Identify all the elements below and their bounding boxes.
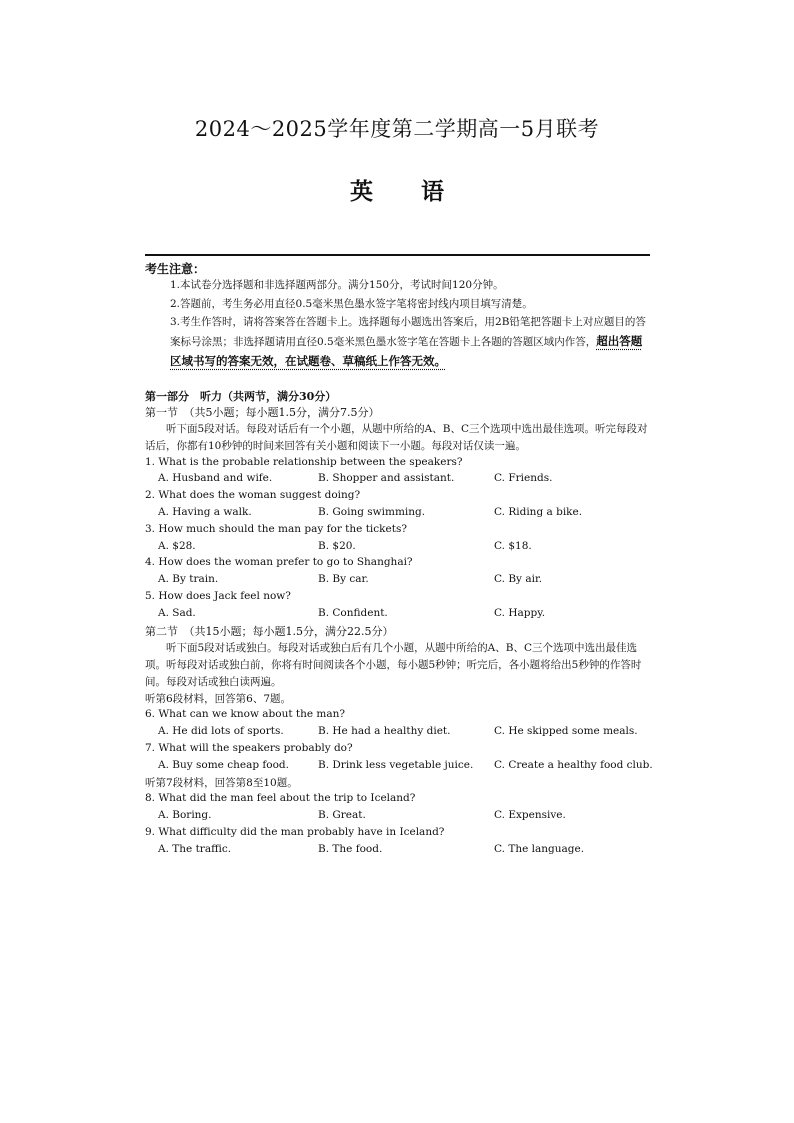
question-8-option-a: A. Boring.	[158, 809, 212, 821]
material-6-note: 听第6段材料，回答第6、7题。	[145, 693, 292, 705]
question-2: 2. What does the woman suggest doing?	[145, 489, 361, 501]
question-6-option-b: B. He had a healthy diet.	[318, 725, 451, 737]
question-1: 1. What is the probable relationship between the speakers?	[145, 456, 463, 468]
question-4-option-a: A. By train.	[158, 573, 219, 585]
subject-char-1: 英	[350, 178, 373, 205]
question-5-option-a: A. Sad.	[158, 607, 196, 619]
question-4-option-b: B. By car.	[318, 573, 369, 585]
section2-instructions: 听下面5段对话或独白。每段对话或独白后有几个小题，从题中所给的A、B、C三个选项中选出最佳选项。听每段对话或独白前，你将有时间阅读各个小题，每小题5秒钟；听完后，各小题将给出5秒钟的作答时间。每段对话或独白读两遍。	[145, 642, 642, 688]
question-3-option-a: A. $28.	[158, 540, 196, 552]
section1-heading: 第一节 （共5小题；每小题1.5分，满分7.5分）	[145, 406, 380, 419]
question-2-option-b: B. Going swimming.	[318, 506, 426, 518]
notice-item-3-emphasis: 超出答题区域书写的答案无效，在试题卷、草稿纸上作答无效。	[170, 334, 643, 368]
notice-item-3-text: 3.考生作答时，请将答案答在答题卡上。选择题每小题选出答案后，用2B铅笔把答题卡上对应题目的答案标号涂黑；非选择题请用直径0.5毫米黑色墨水签字笔在答题卡上各题的答题区域内作答，	[170, 316, 646, 348]
divider-rule	[145, 254, 650, 256]
question-7: 7. What will the speakers probably do?	[145, 742, 353, 754]
question-4-option-c: C. By air.	[494, 573, 543, 585]
question-4: 4. How does the woman prefer to go to Shanghai?	[145, 556, 413, 568]
question-6-option-a: A. He did lots of sports.	[158, 725, 284, 737]
notice-item-1: 1.本试卷分选择题和非选择题两部分。满分150分，考试时间120分钟。	[170, 279, 504, 291]
question-2-option-a: A. Having a walk.	[158, 506, 252, 518]
notice-heading: 考生注意：	[145, 262, 206, 276]
question-8-option-c: C. Expensive.	[494, 809, 566, 821]
question-1-option-b: B. Shopper and assistant.	[318, 472, 455, 484]
section2-heading: 第二节 （共15小题；每小题1.5分，满分22.5分）	[145, 625, 394, 638]
part1-heading: 第一部分 听力（共两节，满分30分）	[145, 390, 337, 403]
notice-item-2: 2.答题前，考生务必用直径0.5毫米黑色墨水签字笔将密封线内项目填写清楚。	[170, 298, 533, 310]
question-2-option-c: C. Riding a bike.	[494, 506, 583, 518]
question-5-option-c: C. Happy.	[494, 607, 546, 619]
question-7-option-c: C. Create a healthy food club.	[494, 759, 653, 771]
subject-char-2: 语	[421, 178, 444, 205]
question-8: 8. What did the man feel about the trip to Iceland?	[145, 792, 416, 804]
question-5: 5. How does Jack feel now?	[145, 590, 291, 602]
material-7-note: 听第7段材料，回答第8至10题。	[145, 777, 298, 789]
question-5-option-b: B. Confident.	[318, 607, 388, 619]
question-9-option-c: C. The language.	[494, 843, 585, 855]
question-3-option-b: B. $20.	[318, 540, 356, 552]
subject-title	[0, 173, 794, 206]
question-8-option-b: B. Great.	[318, 809, 366, 821]
question-1-option-a: A. Husband and wife.	[158, 472, 273, 484]
question-3-option-c: C. $18.	[494, 540, 532, 552]
section1-instructions: 听下面5段对话。每段对话后有一个小题，从题中所给的A、B、C三个选项中选出最佳选项。听完每段对话后，你都有10秒钟的时间来回答有关小题和阅读下一小题。每段对话仅读一遍。	[145, 423, 648, 452]
question-7-option-a: A. Buy some cheap food.	[158, 759, 289, 771]
question-1-option-c: C. Friends.	[494, 472, 553, 484]
question-9: 9. What difficulty did the man probably have in Iceland?	[145, 826, 445, 838]
exam-title: 2024～2025学年度第二学期高一5月联考	[194, 117, 600, 141]
question-6: 6. What can we know about the man?	[145, 708, 346, 720]
question-6-option-c: C. He skipped some meals.	[494, 725, 638, 737]
question-7-option-b: B. Drink less vegetable juice.	[318, 759, 474, 771]
question-9-option-a: A. The traffic.	[158, 843, 232, 855]
notice-item-3	[170, 313, 652, 372]
question-3: 3. How much should the man pay for the tickets?	[145, 523, 407, 535]
question-9-option-b: B. The food.	[318, 843, 383, 855]
